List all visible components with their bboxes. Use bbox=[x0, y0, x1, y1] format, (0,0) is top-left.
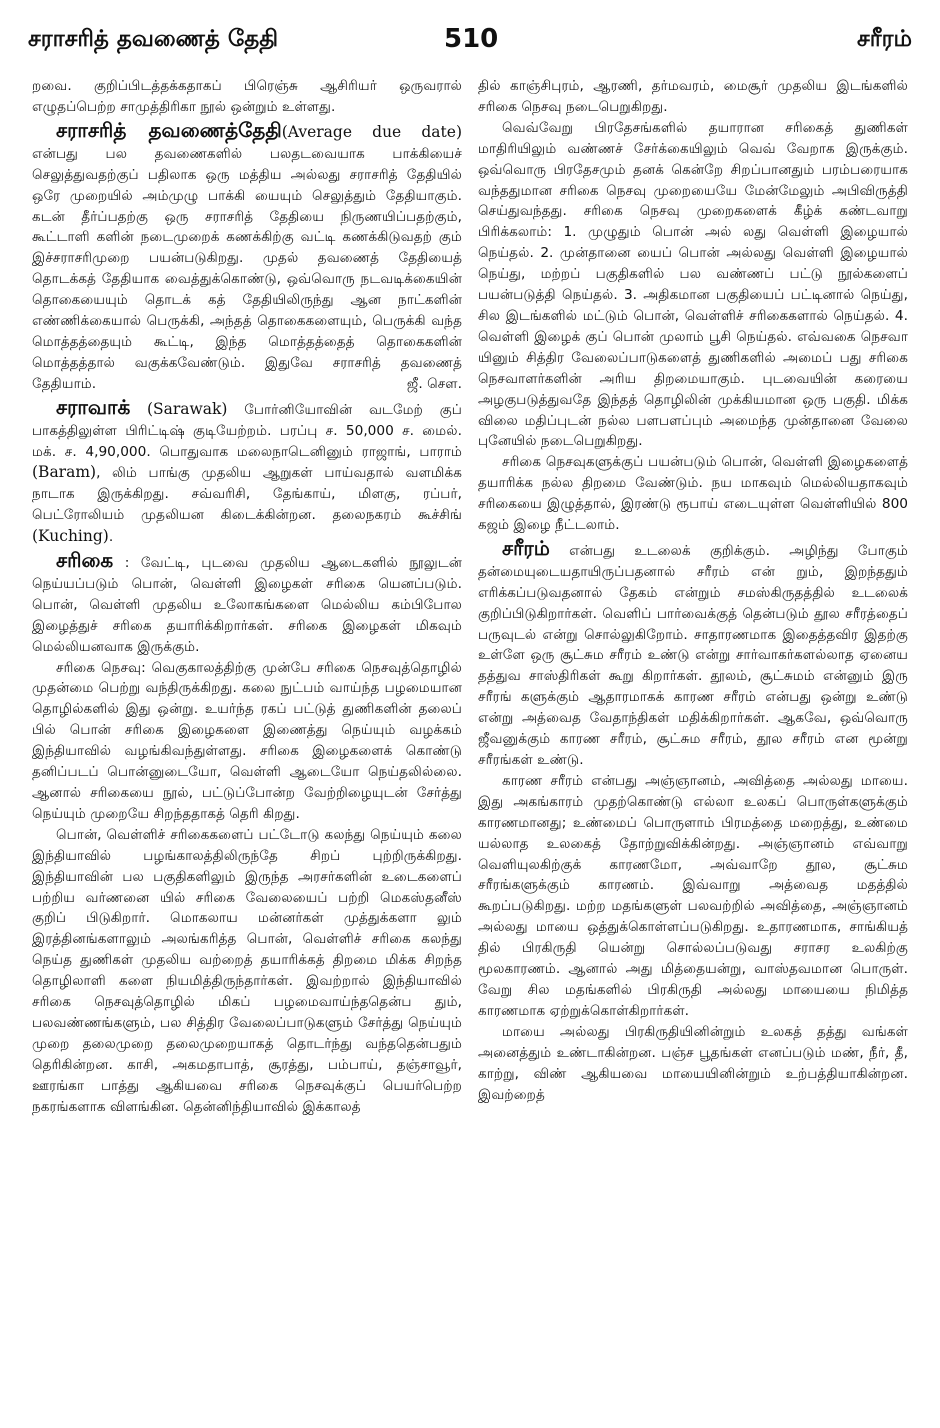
entry-title-latin: (Sarawak) bbox=[146, 399, 228, 418]
page-number: 510 bbox=[444, 24, 499, 54]
left-column bbox=[32, 76, 462, 1416]
entry-average-due-date bbox=[32, 118, 462, 395]
entry-end: . bbox=[108, 529, 114, 546]
entry-title: சரிகை bbox=[56, 548, 114, 573]
entry-title: சராவாக் bbox=[56, 394, 131, 419]
running-head-right: சரீரம் bbox=[856, 26, 912, 52]
continued-paragraph: றவை. குறிப்பிடத்தக்கதாகப் பிரெஞ்சு ஆசிரியர் ஒருவரால் எழுதப்பெற்ற சாமுத்திரிகா நூல் ஒன்றும் உள்ளது. bbox=[32, 78, 462, 115]
paragraph: காரண சரீரம் என்பது அஞ்ஞானம், அவித்தை அல்லது மாயை. இது அகங்காரம் முதற்கொண்டு எல்லா உலகப் பொருள்களுக்கும் காரணமானது; உண்மைப் பொருளாம் பிரமத்தை மறைத்து, உண்மை யல்லாத உலகைத் தோற்றுவிக்கின்றது. அஞ்ஞானம் எவ்வாறு வெளியுலகிற்குக் காரணமோ, அவ்வாறே தூல, சூட்சும சரீரங்களுக்கும் காரணம். இவ்வாறு அத்வைத மதத்தில் கூறப்படுகிறது. மற்ற மதங்களுள் பலவற்றில் அவித்தை, அஞ்ஞானம் அல்லது மாயை ஒத்துக்கொள்ளப்படுகிறது. உதாரணமாக, சாங்கியத் தில் பிரகிருதி யென்று சொல்லப்படுவது சராசர உலகிற்கு மூலகாரணம். ஆனால் அது மித்தையன்று, வாஸ்தவமான பொருள். வேறு சில மதங்களில் பிரகிருதி அல்லது மாயையை நிமித்த காரணமாக ஏற்றுக்கொள்கிறார்கள். bbox=[478, 772, 908, 1019]
entry-sariram bbox=[478, 536, 908, 771]
entry-body: போர்னியோவின் வடமேற் குப் பாகத்திலுள்ள பிரிட்டிஷ் குடியேற்றம். பரப்பு ச. 50,000 ச. மைல். மக். ச. 4,90,000. பொதுவாக மலைநாடெனினும் ராஜாங், பாராம் bbox=[32, 401, 462, 460]
paragraph: சரிகை நெசவுகளுக்குப் பயன்படும் பொன், வெள்ளி இழைகளைத் தயாரிக்க நல்ல திறமை வேண்டும். நய மாகவும் மெல்லியதாகவும் சரிகையை இழுத்தால், இரண்டு ரூபாய் எடையுள்ள வெள்ளியில் 800 கஜம் இழை நீட்டலாம். bbox=[478, 454, 908, 534]
paragraph: மாயை அல்லது பிரகிருதியினின்றும் உலகத் தத்து வங்கள் அனைத்தும் உண்டாகின்றன. பஞ்ச பூதங்கள் எனப்படும் மண், நீர், தீ, காற்று, விண் ஆகியவை மாயையினின்றும் உற்பத்தியாகின்றன. இவற்றைத் bbox=[478, 1023, 908, 1103]
entry-sarigai bbox=[32, 548, 462, 658]
paragraph: வெவ்வேறு பிரதேசங்களில் தயாரான சரிகைத் துணிகள் மாதிரியிலும் வண்ணச் சேர்க்கையிலும் வெவ் வேறாக இருக்கும். ஒவ்வொரு பிரதேசமும் தனக் கென்றே சிறப்பானதும் பரம்பரையாக வந்ததுமான சரிகை நெசவு முறையையே மேன்மேலும் அபிவிருத்தி செய்துவந்தது. சரிகை நெசவு முறைகளைக் கீழ்க் கண்டவாறு பிரிக்கலாம்: 1. முழுதும் பொன் அல் லது வெள்ளி இழையால் நெய்தல். 2. முன்தானை யைப் பொன் அல்லது வெள்ளி இழையால் நெய்து, மற்றப் பகுதிகளில் பல வண்ணப் பட்டு நூல்களைப் பயன்படுத்தி நெய்தல். 3. அதிகமான பகுதியைப் பட்டினால் நெய்து, சில இடங்களில் மட்டும் பொன், வெள்ளிச் சரிகைகளால் நெய்தல். 4. வெள்ளி இழைக் குப் பொன் முலாம் பூசி நெய்தல். எவ்வகை நெசவா யினும் சித்திர வேலைப்பாடுகளைத் துணிகளில் அமைப் பது சரிகை நெசவாளர்களின் அரிய திறமையாகும். புடவையின் கரையை அழகுபடுத்துவதே இந்தத் தொழிலின் முக்கியமான ஒரு பகுதி. மிக்க விலை மதிப்புடன் நல்ல பளபளப்பும் அமைந்த முன்தானை வேலை புனேயில் நடைபெறுகிறது. bbox=[478, 119, 908, 450]
right-column bbox=[478, 76, 908, 1416]
entry-sarawak bbox=[32, 395, 462, 548]
entry-title: சராசரித் தவணைத்தேதி bbox=[56, 117, 282, 142]
latin-term: (Baram) bbox=[32, 463, 97, 482]
entry-body-continued: , லிம் பாங்கு முதலிய ஆறுகள் பாய்வதால் வளமிக்க நாடாக இருக்கிறது. சவ்வரிசி, தேங்காய், மிளகு, ரப்பர், பெட்ரோலியம் முதலியன கிடைக்கின்றன. தலைநகரம் கூச்சிங் bbox=[32, 465, 462, 524]
paragraph: பொன், வெள்ளிச் சரிகைகளைப் பட்டோடு கலந்து நெய்யும் கலை இந்தியாவில் பழங்காலத்திலிருந்தே சிறப் புற்றிருக்கிறது. இந்தியாவின் பல பகுதிகளிலும் இருந்த அரசர்களின் உடைகளைப் பற்றிய வர்ணனை யில் சரிகை வேலையைப் பற்றி மெகஸ்தனீஸ் குறிப் பிடுகிறார். மொகலாய மன்னர்கள் முத்துக்களா லும் இரத்தினங்களாலும் அலங்கரித்த பொன், வெள்ளிச் சரிகை கலந்து நெய்த துணிகள் முதலிய வற்றைத் தயாரிக்கத் திறமை மிக்க சிறந்த தொழிலாளி களை நியமித்திருந்தார்கள். இவற்றால் இந்தியாவில் சரிகை நெசவுத்தொழில் மிகப் பழமைவாய்ந்ததென்ப தும், பலவண்ணங்களும், பல சித்திர வேலைப்பாடுகளும் சேர்த்து நெய்யும் முறை தலைமுறை தலைமுறையாகத் தொடர்ந்து வந்ததென்பதும் தெரிகின்றன. காசி, அகமதாபாத், சூரத்து, பம்பாய், தஞ்சாவூர், ஊரங்கா பாத்து ஆகியவை சரிகை நெசவுக்குப் பெயர்பெற்ற நகரங்களாக விளங்கின. தென்னிந்தியாவில் இக்காலத் bbox=[32, 826, 462, 1115]
entry-title-latin: (Average due date) bbox=[281, 122, 462, 141]
page-header bbox=[0, 0, 940, 70]
entry-body: என்பது பல தவணைகளில் பலதடவையாக பாக்கியைச் செலுத்துவதற்குப் பதிலாக ஒரு மத்திய அல்லது சராசரித் தேதியில் ஒரே முறையில் அம்முழு பாக்கி யையும் செலுத்தும் தேதியாகும். கடன் தீர்ப்பதற்கு ஒரு சராசரித் தேதியை நிருணயிப்பதற்கும், கூட்டாளி களின் நடைமுறைக் கணக்கிற்கு வட்டி கணக்கிடுவதற் கும் இச்சராசரிமுறை பயன்படுகிறது. முதல் தவணைத் தேதியைத் தொடக்கத் தேதியாக வைத்துக்கொண்டு, ஒவ்வொரு நடவடிக்கையின் தொகையையும் தொடக் கத் தேதியிலிருந்து ஆன நாட்களின் எண்ணிக்கையால் பெருக்கி, அந்தத் தொகைகளையும், பெருக்கி வந்த மொத்தத்தையும் கூட்டி, இந்த மொத்தத்தைத் தொகைகளின் மொத்தத்தால் வகுக்கவேண்டும். இதுவே சராசரித் தவணைத் தேதியாம். bbox=[32, 145, 462, 392]
entry-body: என்பது உடலைக் குறிக்கும். அழிந்து போகும் தன்மையுடையதாயிருப்பதனால் சரீரம் என் றும், இறந்ததும் எரிக்கப்படுவதனால் தேகம் என்றும் சமஸ்கிருதத்தில் உடலைக் குறிப்பிடுகிறார்கள். வெளிப் பார்வைக்குத் தென்படும் தூல சரீரத்தைப் பருவுடல் என்று சொல்லுகிறோம். சாதாரணமாக இதைத்தவிர இதற்கு உள்ளே ஒரு சூட்சும சரீரம் உண்டு என்று சார்வாகர்களல்லாத ஏனைய தத்துவ சாஸ்திரிகள் கூறு கிறார்கள். தூலம், சூட்சுமம் என்னும் இரு சரீரங் களுக்கும் ஆதாரமாகக் காரண சரீரம் என்பது ஒன்று உண்டு என்று அத்வைத வேதாந்திகள் மதிக்கிறார்கள். ஆகவே, ஒவ்வொரு ஜீவனுக்கும் காரண சரீரம், சூட்சும சரீரம், தூல சரீரம் என மூன்று சரீரங்கள் உண்டு. bbox=[478, 542, 908, 768]
entry-title: சரீரம் bbox=[502, 535, 550, 560]
entry-body: : வேட்டி, புடவை முதலிய ஆடைகளில் நூலுடன் நெய்யப்படும் பொன், வெள்ளி இழைகள் சரிகை யெனப்படும். பொன், வெள்ளி முதலிய உலோகங்களை மெல்லிய கம்பிபோல இழைத்துச் சரிகை தயாரிக்கிறார்கள். சரிகை இழைகள் மிகவும் மெல்லியனவாக இருக்கும். bbox=[32, 555, 462, 655]
continued-paragraph: தில் காஞ்சிபுரம், ஆரணி, தர்மவரம், மைசூர் முதலிய இடங்களில் சரிகை நெசவு நடைபெறுகிறது. bbox=[478, 78, 908, 115]
author-initials: ஜீ. செள. bbox=[406, 375, 462, 392]
paragraph: சரிகை நெசவு: வெகுகாலத்திற்கு முன்பே சரிகை நெசவுத்தொழில் முதன்மை பெற்று வந்திருக்கிறது. கலை நுட்பம் வாய்ந்த பழமையான தொழில்களில் இது ஒன்று. உயர்ந்த ரகப் பட்டுத் துணிகளின் தலைப் பில் பொன் சரிகை இழைகளை இணைத்து நெய்யும் வழக்கம் இந்தியாவில் வழங்கிவந்துள்ளது. சரிகை இழைகளைக் கொண்டு தனிப்படப் பொன்னுடையோ, வெள்ளி ஆடையோ நெய்தலில்லை. ஆனால் சரிகையை நூல், பட்டுப்போன்ற வேற்றிழையுடன் சேர்த்து நெய்யும் முறையே சிறந்ததாகத் தெரி கிறது. bbox=[32, 659, 462, 822]
running-head-left: சராசரித் தவணைத் தேதி bbox=[28, 26, 279, 52]
latin-term: (Kuching) bbox=[32, 527, 109, 546]
